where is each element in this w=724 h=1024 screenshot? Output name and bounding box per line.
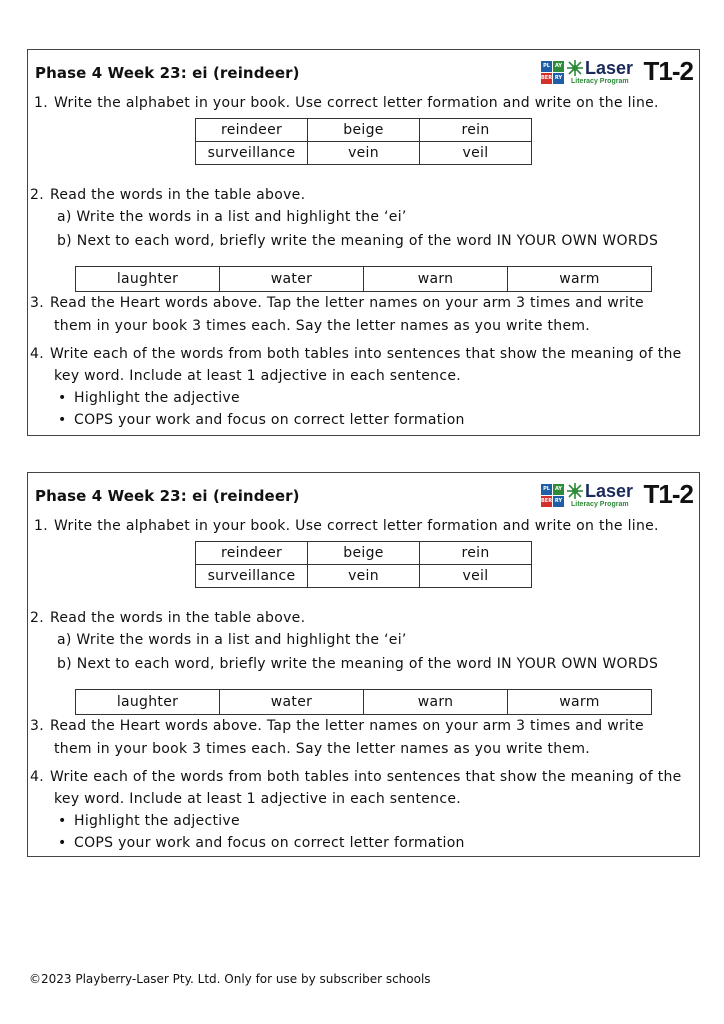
word-cell: reindeer — [196, 119, 308, 142]
question-2b: b) Next to each word, briefly write the meaning of the word IN YOUR OWN WORDS — [57, 233, 659, 249]
laser-logo — [541, 56, 693, 90]
logo-word: Laser — [585, 58, 634, 78]
word-cell: veil — [420, 142, 532, 165]
worksheet-card-2 — [27, 472, 700, 857]
bullet-item: • COPS your work and focus on correct letter formation — [58, 835, 465, 851]
word-cell: water — [220, 267, 364, 292]
question-4-cont: key word. Include at least 1 adjective in each sentence. — [54, 368, 462, 384]
word-cell: laughter — [76, 690, 220, 715]
word-cell: beige — [308, 542, 420, 565]
question-3-cont: them in your book 3 times each. Say the letter names as you write them. — [54, 741, 591, 757]
starburst-icon — [567, 60, 583, 76]
logo-subtitle: Literacy Program — [571, 501, 629, 508]
word-cell: rein — [420, 542, 532, 565]
word-cell: rein — [420, 119, 532, 142]
question-4: 4. Write each of the words from both tables into sentences that show the meaning of the — [30, 769, 682, 785]
starburst-icon — [567, 483, 583, 499]
copyright-footer: ©2023 Playberry-Laser Pty. Ltd. Only for use by subscriber schools — [29, 972, 431, 986]
logo-subtitle: Literacy Program — [571, 78, 629, 85]
word-cell: veil — [420, 565, 532, 588]
bullet-item: • COPS your work and focus on correct letter formation — [58, 412, 465, 428]
question-1: 1. Write the alphabet in your book. Use correct letter formation and write on the line. — [34, 518, 659, 534]
question-3-cont: them in your book 3 times each. Say the letter names as you write them. — [54, 318, 591, 334]
question-2a: a) Write the words in a list and highlight the ‘ei’ — [57, 209, 407, 225]
word-cell: warn — [364, 690, 508, 715]
playberry-tiles-icon: PL AY BER RY — [541, 484, 565, 508]
word-cell: vein — [308, 142, 420, 165]
word-cell: water — [220, 690, 364, 715]
playberry-tiles-icon: PL AY BER RY — [541, 61, 565, 85]
word-table — [195, 541, 532, 588]
logo-level: T1-2 — [643, 479, 693, 509]
question-4-cont: key word. Include at least 1 adjective in each sentence. — [54, 791, 462, 807]
bullet-item: • Highlight the adjective — [58, 390, 240, 406]
question-2: 2. Read the words in the table above. — [30, 610, 306, 626]
bullet-item: • Highlight the adjective — [58, 813, 240, 829]
word-cell: warn — [364, 267, 508, 292]
heart-words-table — [75, 266, 652, 292]
word-table — [195, 118, 532, 165]
laser-logo — [541, 479, 693, 513]
question-3: 3. Read the Heart words above. Tap the letter names on your arm 3 times and write — [30, 718, 644, 734]
worksheet-title: Phase 4 Week 23: ei (reindeer) — [35, 64, 300, 82]
question-2a: a) Write the words in a list and highlight the ‘ei’ — [57, 632, 407, 648]
logo-level: T1-2 — [643, 56, 693, 86]
logo-word: Laser — [585, 481, 634, 501]
word-cell: beige — [308, 119, 420, 142]
word-cell: vein — [308, 565, 420, 588]
worksheet-title: Phase 4 Week 23: ei (reindeer) — [35, 487, 300, 505]
word-cell: laughter — [76, 267, 220, 292]
word-cell: warm — [508, 267, 652, 292]
question-1: 1. Write the alphabet in your book. Use correct letter formation and write on the line. — [34, 95, 659, 111]
question-3: 3. Read the Heart words above. Tap the letter names on your arm 3 times and write — [30, 295, 644, 311]
question-2: 2. Read the words in the table above. — [30, 187, 306, 203]
word-cell: surveillance — [196, 565, 308, 588]
word-cell: reindeer — [196, 542, 308, 565]
word-cell: warm — [508, 690, 652, 715]
word-cell: surveillance — [196, 142, 308, 165]
question-4: 4. Write each of the words from both tables into sentences that show the meaning of the — [30, 346, 682, 362]
question-2b: b) Next to each word, briefly write the meaning of the word IN YOUR OWN WORDS — [57, 656, 659, 672]
worksheet-card-1 — [27, 49, 700, 436]
heart-words-table — [75, 689, 652, 715]
